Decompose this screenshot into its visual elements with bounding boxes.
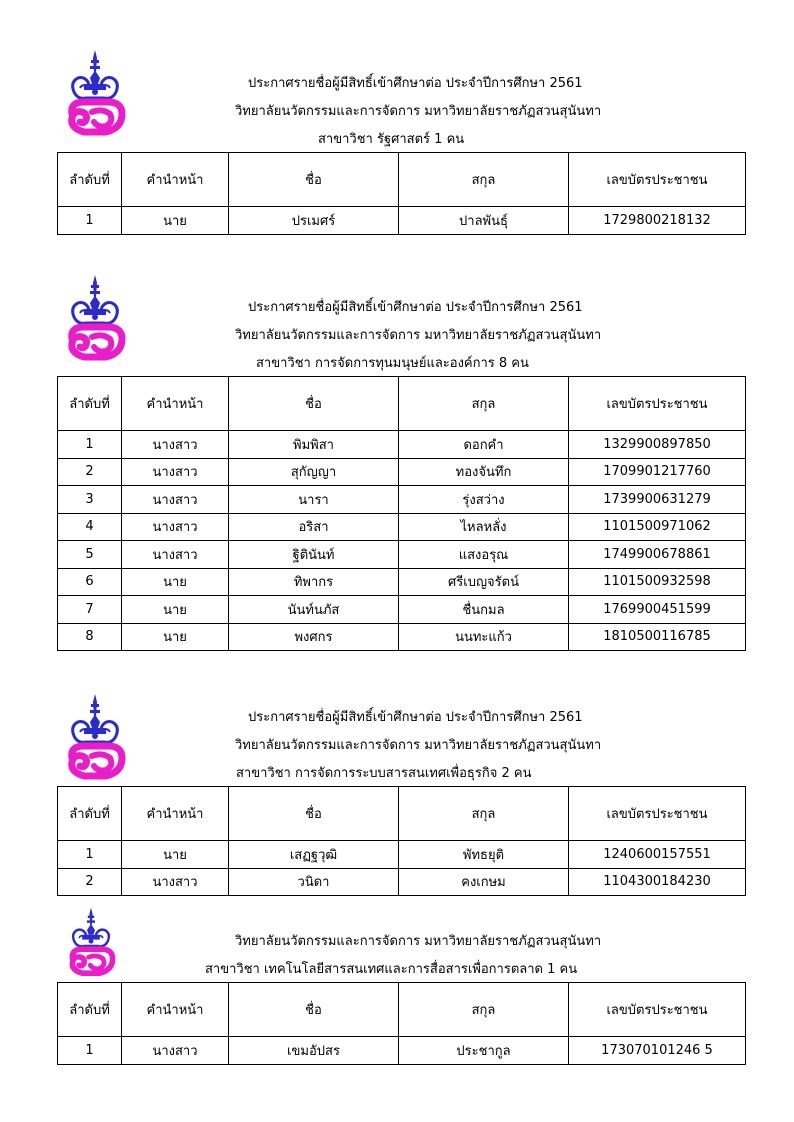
table-cell: 1101500971062 (569, 513, 746, 541)
table-cell: วนิดา (229, 868, 399, 896)
table-cell: นาย (122, 623, 229, 651)
table-cell: 2 (58, 868, 122, 896)
table-cell: 1101500932598 (569, 568, 746, 596)
roster-table-2 (57, 376, 746, 651)
table-cell: นาย (122, 207, 229, 235)
heading-line: วิทยาลัยนวัตกรรมและการจัดการ มหาวิทยาลัยราชภัฏสวนสุนันทา (235, 104, 602, 119)
table-cell: ประชากูล (399, 1037, 569, 1065)
university-crest-icon (62, 692, 128, 782)
table-cell: พิมพิสา (229, 431, 399, 459)
column-header: สกุล (399, 983, 569, 1037)
table-row (58, 596, 746, 624)
column-header: เลขบัตรประชาชน (569, 153, 746, 207)
table-cell: 1729800218132 (569, 207, 746, 235)
heading-line: ประกาศรายชื่อผู้มีสิทธิ์เข้าศึกษาต่อ ประจำปีการศึกษา 2561 (248, 76, 583, 91)
heading-line: ประกาศรายชื่อผู้มีสิทธิ์เข้าศึกษาต่อ ประจำปีการศึกษา 2561 (248, 710, 583, 725)
table-cell: นางสาว (122, 868, 229, 896)
table-row (58, 513, 746, 541)
table-cell: นางสาว (122, 541, 229, 569)
column-header: สกุล (399, 153, 569, 207)
table-row (58, 458, 746, 486)
table-cell: 1 (58, 841, 122, 869)
table-cell: อริสา (229, 513, 399, 541)
table-cell: ดอกคำ (399, 431, 569, 459)
table-row (58, 431, 746, 459)
table-cell: 1749900678861 (569, 541, 746, 569)
table-row (58, 623, 746, 651)
table-cell: 1329900897850 (569, 431, 746, 459)
column-header: ชื่อ (229, 787, 399, 841)
table-cell: 2 (58, 458, 122, 486)
column-header: ลำดับที่ (58, 983, 122, 1037)
heading-line: ประกาศรายชื่อผู้มีสิทธิ์เข้าศึกษาต่อ ประจำปีการศึกษา 2561 (248, 300, 583, 315)
table-cell: 6 (58, 568, 122, 596)
roster-table-4 (57, 982, 746, 1065)
column-header: สกุล (399, 377, 569, 431)
roster-table-1 (57, 152, 746, 235)
table-cell: 5 (58, 541, 122, 569)
column-header: คำนำหน้า (122, 153, 229, 207)
heading-line: สาขาวิชา รัฐศาสตร์ 1 คน (318, 132, 465, 147)
table-cell: นันท์นภัส (229, 596, 399, 624)
table-cell: ทองจันทึก (399, 458, 569, 486)
table-cell: 1240600157551 (569, 841, 746, 869)
table-row (58, 541, 746, 569)
table-cell: ปาลพันธุ์ (399, 207, 569, 235)
table-cell: 1 (58, 207, 122, 235)
table-row (58, 868, 746, 896)
column-header: ลำดับที่ (58, 153, 122, 207)
table-cell: นางสาว (122, 1037, 229, 1065)
table-cell: ทิพากร (229, 568, 399, 596)
table-row (58, 486, 746, 514)
table-cell: นาย (122, 841, 229, 869)
table-cell: นาย (122, 568, 229, 596)
university-crest-icon (62, 272, 128, 364)
table-cell: ไหลหลั่ง (399, 513, 569, 541)
table-row (58, 207, 746, 235)
heading-line: สาขาวิชา การจัดการระบบสารสนเทศเพื่อธุรกิจ 2 คน (236, 766, 532, 781)
column-header: คำนำหน้า (122, 377, 229, 431)
university-crest-icon (60, 906, 122, 978)
table-cell: แสงอรุณ (399, 541, 569, 569)
table-cell: ปรเมศร์ (229, 207, 399, 235)
table-cell: ชื่นกมล (399, 596, 569, 624)
table-cell: 1104300184230 (569, 868, 746, 896)
roster-table-3 (57, 786, 746, 896)
column-header: เลขบัตรประชาชน (569, 787, 746, 841)
table-cell: นางสาว (122, 486, 229, 514)
table-cell: 1810500116785 (569, 623, 746, 651)
column-header: คำนำหน้า (122, 787, 229, 841)
table-header-row (58, 787, 746, 841)
table-cell: นางสาว (122, 431, 229, 459)
table-cell: สุกัญญา (229, 458, 399, 486)
table-cell: เขมอัปสร (229, 1037, 399, 1065)
column-header: ลำดับที่ (58, 377, 122, 431)
table-cell: พงศกร (229, 623, 399, 651)
column-header: คำนำหน้า (122, 983, 229, 1037)
heading-line: สาขาวิชา การจัดการทุนมนุษย์และองค์การ 8 คน (256, 356, 529, 371)
column-header: ชื่อ (229, 153, 399, 207)
table-cell: นาย (122, 596, 229, 624)
heading-line: วิทยาลัยนวัตกรรมและการจัดการ มหาวิทยาลัยราชภัฏสวนสุนันทา (235, 934, 602, 949)
table-cell: 1739900631279 (569, 486, 746, 514)
table-header-row (58, 983, 746, 1037)
table-cell: นางสาว (122, 513, 229, 541)
table-cell: 1769900451599 (569, 596, 746, 624)
table-header-row (58, 153, 746, 207)
table-cell: ศรีเบญจรัตน์ (399, 568, 569, 596)
table-row (58, 1037, 746, 1065)
table-cell: พัทธยุติ (399, 841, 569, 869)
table-cell: รุ่งสว่าง (399, 486, 569, 514)
table-cell: นารา (229, 486, 399, 514)
table-cell: 1709901217760 (569, 458, 746, 486)
table-cell: 1 (58, 431, 122, 459)
table-header-row (58, 377, 746, 431)
table-cell: นนทะแก้ว (399, 623, 569, 651)
table-cell: 173070101246 5 (569, 1037, 746, 1065)
table-cell: เสฏฐวุฒิ (229, 841, 399, 869)
table-row (58, 568, 746, 596)
column-header: ชื่อ (229, 983, 399, 1037)
column-header: เลขบัตรประชาชน (569, 377, 746, 431)
table-row (58, 841, 746, 869)
table-cell: นางสาว (122, 458, 229, 486)
column-header: สกุล (399, 787, 569, 841)
column-header: ลำดับที่ (58, 787, 122, 841)
heading-line: วิทยาลัยนวัตกรรมและการจัดการ มหาวิทยาลัยราชภัฏสวนสุนันทา (235, 328, 602, 343)
table-cell: 4 (58, 513, 122, 541)
table-cell: คงเกษม (399, 868, 569, 896)
table-cell: 8 (58, 623, 122, 651)
table-cell: ฐิตินันท์ (229, 541, 399, 569)
heading-line: วิทยาลัยนวัตกรรมและการจัดการ มหาวิทยาลัยราชภัฏสวนสุนันทา (235, 738, 602, 753)
table-cell: 3 (58, 486, 122, 514)
table-cell: 1 (58, 1037, 122, 1065)
university-crest-icon (62, 48, 128, 138)
column-header: เลขบัตรประชาชน (569, 983, 746, 1037)
table-cell: 7 (58, 596, 122, 624)
column-header: ชื่อ (229, 377, 399, 431)
heading-line: สาขาวิชา เทคโนโลยีสารสนเทศและการสื่อสารเพื่อการตลาด 1 คน (205, 962, 578, 977)
